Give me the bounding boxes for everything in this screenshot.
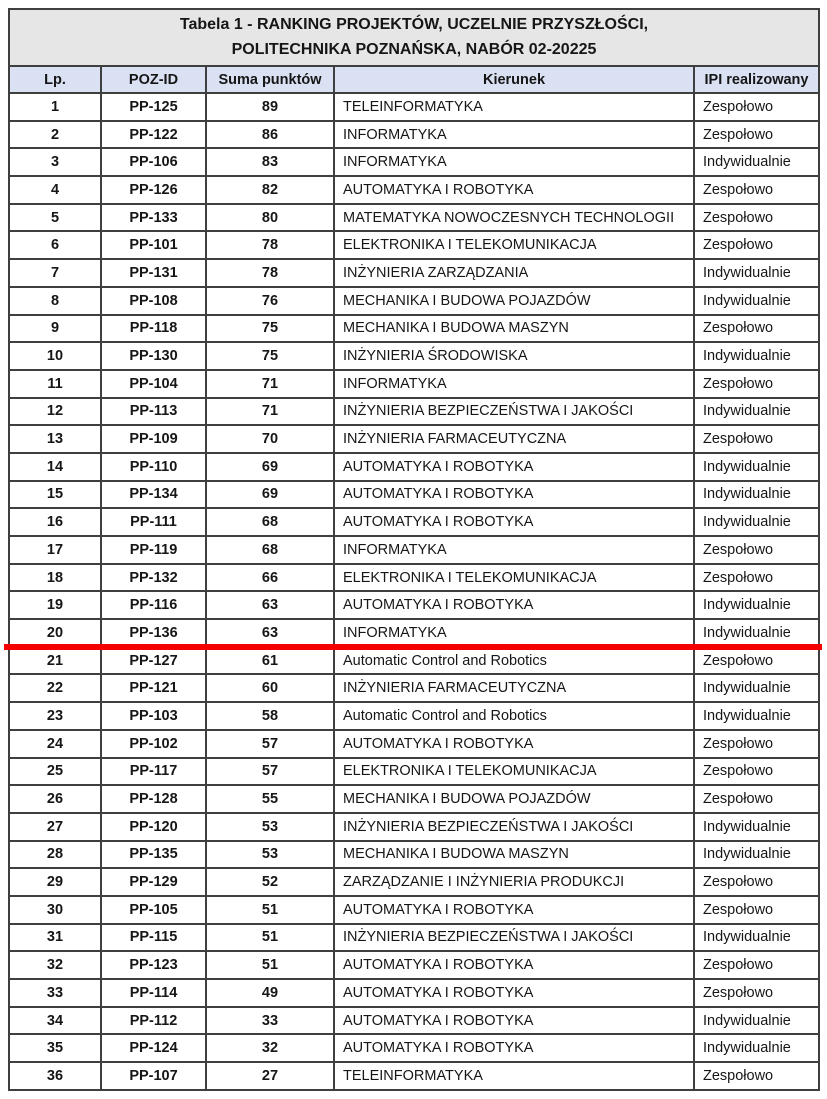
- cell-punkty: 63: [207, 620, 335, 646]
- cell-punkty: 86: [207, 122, 335, 148]
- cell-kierunek: INŻYNIERIA BEZPIECZEŃSTWA I JAKOŚCI: [335, 814, 695, 840]
- table-row: [10, 316, 818, 344]
- cell-punkty: 71: [207, 371, 335, 397]
- cell-poz-id: PP-102: [102, 731, 207, 757]
- table-row: [10, 94, 818, 122]
- cell-lp: 13: [10, 426, 102, 452]
- cell-kierunek: AUTOMATYKA I ROBOTYKA: [335, 1035, 695, 1061]
- cell-poz-id: PP-134: [102, 482, 207, 508]
- cell-lp: 24: [10, 731, 102, 757]
- cell-poz-id: PP-113: [102, 399, 207, 425]
- cell-lp: 1: [10, 94, 102, 120]
- cell-punkty: 80: [207, 205, 335, 231]
- header-poz-id: POZ-ID: [102, 67, 207, 92]
- table-row: [10, 343, 818, 371]
- ranking-table: [8, 8, 820, 1091]
- cell-poz-id: PP-108: [102, 288, 207, 314]
- cell-kierunek: AUTOMATYKA I ROBOTYKA: [335, 592, 695, 618]
- cell-kierunek: AUTOMATYKA I ROBOTYKA: [335, 454, 695, 480]
- cell-kierunek: ELEKTRONIKA I TELEKOMUNIKACJA: [335, 759, 695, 785]
- cell-ipi: Indywidualnie: [703, 707, 791, 724]
- cell-punkty: 51: [207, 925, 335, 951]
- table-row: [10, 980, 818, 1008]
- cell-kierunek: INFORMATYKA: [335, 149, 695, 175]
- cell-poz-id: PP-115: [102, 925, 207, 951]
- cell-kierunek: AUTOMATYKA I ROBOTYKA: [335, 177, 695, 203]
- table-row: [10, 842, 818, 870]
- cell-ipi: Indywidualnie: [703, 1012, 791, 1029]
- cell-ipi: Zespołowo: [703, 1067, 774, 1084]
- cell-poz-id: PP-111: [102, 509, 207, 535]
- cell-lp: 15: [10, 482, 102, 508]
- cell-poz-id: PP-107: [102, 1063, 207, 1089]
- cell-lp: 3: [10, 149, 102, 175]
- cell-lp: 35: [10, 1035, 102, 1061]
- cell-poz-id: PP-104: [102, 371, 207, 397]
- cell-ipi: Indywidualnie: [703, 929, 791, 946]
- cell-ipi: Zespołowo: [703, 874, 774, 891]
- cell-lp: 4: [10, 177, 102, 203]
- cell-kierunek: INŻYNIERIA FARMACEUTYCZNA: [335, 675, 695, 701]
- cell-punkty: 61: [207, 648, 335, 674]
- cell-ipi: Indywidualnie: [703, 403, 791, 420]
- cell-punkty: 63: [207, 592, 335, 618]
- cell-kierunek: INŻYNIERIA BEZPIECZEŃSTWA I JAKOŚCI: [335, 399, 695, 425]
- cell-ipi: Indywidualnie: [703, 818, 791, 835]
- cell-lp: 34: [10, 1008, 102, 1034]
- table-row: [10, 1008, 818, 1036]
- cell-punkty: 75: [207, 316, 335, 342]
- cell-punkty: 32: [207, 1035, 335, 1061]
- cell-kierunek: MECHANIKA I BUDOWA POJAZDÓW: [335, 288, 695, 314]
- cell-punkty: 68: [207, 537, 335, 563]
- cell-kierunek: ZARZĄDZANIE I INŻYNIERIA PRODUKCJI: [335, 869, 695, 895]
- cell-ipi: Zespołowo: [703, 957, 774, 974]
- table-row: [10, 565, 818, 593]
- cell-punkty: 55: [207, 786, 335, 812]
- cell-kierunek: INŻYNIERIA ŚRODOWISKA: [335, 343, 695, 369]
- cell-poz-id: PP-112: [102, 1008, 207, 1034]
- cell-ipi: Indywidualnie: [703, 264, 791, 281]
- cell-punkty: 52: [207, 869, 335, 895]
- cell-kierunek: AUTOMATYKA I ROBOTYKA: [335, 731, 695, 757]
- cell-lp: 26: [10, 786, 102, 812]
- cell-kierunek: MECHANIKA I BUDOWA MASZYN: [335, 842, 695, 868]
- cell-kierunek: TELEINFORMATYKA: [335, 94, 695, 120]
- cell-lp: 23: [10, 703, 102, 729]
- table-row: [10, 1035, 818, 1063]
- table-row: [10, 288, 818, 316]
- table-row: [10, 122, 818, 150]
- table-row: [10, 897, 818, 925]
- cell-punkty: 76: [207, 288, 335, 314]
- cell-lp: 22: [10, 675, 102, 701]
- cell-poz-id: PP-135: [102, 842, 207, 868]
- cell-ipi: Zespołowo: [703, 541, 774, 558]
- cell-lp: 2: [10, 122, 102, 148]
- table-row: [10, 482, 818, 510]
- cell-punkty: 69: [207, 454, 335, 480]
- cell-punkty: 27: [207, 1063, 335, 1089]
- cell-punkty: 71: [207, 399, 335, 425]
- cell-ipi: Zespołowo: [703, 763, 774, 780]
- cell-poz-id: PP-123: [102, 952, 207, 978]
- table-title-line-2: POLITECHNIKA POZNAŃSKA, NABÓR 02-20225: [231, 40, 597, 58]
- cell-ipi: Indywidualnie: [703, 154, 791, 171]
- cell-ipi: Zespołowo: [703, 375, 774, 392]
- table-row: [10, 869, 818, 897]
- cell-punkty: 33: [207, 1008, 335, 1034]
- table-row: [10, 786, 818, 814]
- cell-ipi: Zespołowo: [703, 126, 774, 143]
- cell-kierunek: AUTOMATYKA I ROBOTYKA: [335, 1008, 695, 1034]
- table-row: [10, 648, 818, 676]
- cell-lp: 10: [10, 343, 102, 369]
- cell-poz-id: PP-124: [102, 1035, 207, 1061]
- cell-lp: 5: [10, 205, 102, 231]
- cell-ipi: Indywidualnie: [703, 846, 791, 863]
- cell-lp: 21: [10, 648, 102, 674]
- cell-kierunek: Automatic Control and Robotics: [335, 703, 695, 729]
- cell-poz-id: PP-126: [102, 177, 207, 203]
- cell-punkty: 78: [207, 260, 335, 286]
- cell-kierunek: Automatic Control and Robotics: [335, 648, 695, 674]
- cell-lp: 18: [10, 565, 102, 591]
- cell-punkty: 89: [207, 94, 335, 120]
- table-row: [10, 675, 818, 703]
- cell-punkty: 83: [207, 149, 335, 175]
- table-row: [10, 371, 818, 399]
- table-row: [10, 952, 818, 980]
- cell-punkty: 66: [207, 565, 335, 591]
- cell-poz-id: PP-121: [102, 675, 207, 701]
- table-row: [10, 925, 818, 953]
- table-row: [10, 537, 818, 565]
- cell-poz-id: PP-136: [102, 620, 207, 646]
- cell-ipi: Indywidualnie: [703, 680, 791, 697]
- cell-ipi: Indywidualnie: [703, 486, 791, 503]
- cell-punkty: 57: [207, 731, 335, 757]
- cell-ipi: Zespołowo: [703, 431, 774, 448]
- cell-lp: 16: [10, 509, 102, 535]
- table-row: [10, 205, 818, 233]
- cell-lp: 28: [10, 842, 102, 868]
- cell-kierunek: AUTOMATYKA I ROBOTYKA: [335, 980, 695, 1006]
- table-header-row: [10, 67, 818, 94]
- cell-poz-id: PP-122: [102, 122, 207, 148]
- cell-ipi: Zespołowo: [703, 98, 774, 115]
- cell-punkty: 69: [207, 482, 335, 508]
- cell-poz-id: PP-131: [102, 260, 207, 286]
- cell-ipi: Zespołowo: [703, 901, 774, 918]
- table-row: [10, 814, 818, 842]
- cell-ipi: Zespołowo: [703, 652, 774, 669]
- cell-ipi: Zespołowo: [703, 237, 774, 254]
- cell-punkty: 53: [207, 814, 335, 840]
- cell-lp: 14: [10, 454, 102, 480]
- cell-poz-id: PP-101: [102, 232, 207, 258]
- cell-ipi: Zespołowo: [703, 569, 774, 586]
- cell-ipi: Indywidualnie: [703, 1040, 791, 1057]
- table-row: [10, 759, 818, 787]
- cell-ipi: Zespołowo: [703, 735, 774, 752]
- cell-lp: 8: [10, 288, 102, 314]
- cell-punkty: 82: [207, 177, 335, 203]
- cell-ipi: Indywidualnie: [703, 348, 791, 365]
- table-title-line-1: Tabela 1 - RANKING PROJEKTÓW, UCZELNIE PRZYSZŁOŚCI,: [179, 15, 649, 33]
- cell-kierunek: INFORMATYKA: [335, 371, 695, 397]
- table-row: [10, 592, 818, 620]
- cell-kierunek: MECHANIKA I BUDOWA POJAZDÓW: [335, 786, 695, 812]
- header-kierunek: Kierunek: [335, 67, 695, 92]
- cell-lp: 7: [10, 260, 102, 286]
- cell-punkty: 58: [207, 703, 335, 729]
- cell-kierunek: ELEKTRONIKA I TELEKOMUNIKACJA: [335, 232, 695, 258]
- cell-poz-id: PP-117: [102, 759, 207, 785]
- cell-kierunek: ELEKTRONIKA I TELEKOMUNIKACJA: [335, 565, 695, 591]
- cell-punkty: 57: [207, 759, 335, 785]
- cell-poz-id: PP-133: [102, 205, 207, 231]
- cell-poz-id: PP-127: [102, 648, 207, 674]
- header-lp: Lp.: [10, 67, 102, 92]
- cell-poz-id: PP-103: [102, 703, 207, 729]
- cell-lp: 31: [10, 925, 102, 951]
- cell-poz-id: PP-125: [102, 94, 207, 120]
- cell-lp: 20: [10, 620, 102, 646]
- cell-ipi: Indywidualnie: [703, 292, 791, 309]
- cell-kierunek: INFORMATYKA: [335, 122, 695, 148]
- cell-lp: 32: [10, 952, 102, 978]
- cell-poz-id: PP-114: [102, 980, 207, 1006]
- cell-punkty: 60: [207, 675, 335, 701]
- cell-poz-id: PP-110: [102, 454, 207, 480]
- cell-lp: 33: [10, 980, 102, 1006]
- cell-ipi: Zespołowo: [703, 181, 774, 198]
- cell-poz-id: PP-116: [102, 592, 207, 618]
- cell-ipi: Zespołowo: [703, 791, 774, 808]
- cell-kierunek: INFORMATYKA: [335, 537, 695, 563]
- cell-poz-id: PP-128: [102, 786, 207, 812]
- cell-lp: 19: [10, 592, 102, 618]
- cell-punkty: 68: [207, 509, 335, 535]
- cell-poz-id: PP-105: [102, 897, 207, 923]
- cell-kierunek: AUTOMATYKA I ROBOTYKA: [335, 952, 695, 978]
- cell-kierunek: AUTOMATYKA I ROBOTYKA: [335, 482, 695, 508]
- table-row: [10, 232, 818, 260]
- cell-ipi: Zespołowo: [703, 320, 774, 337]
- cell-punkty: 51: [207, 897, 335, 923]
- cell-poz-id: PP-132: [102, 565, 207, 591]
- cell-poz-id: PP-118: [102, 316, 207, 342]
- cell-lp: 27: [10, 814, 102, 840]
- cell-punkty: 70: [207, 426, 335, 452]
- table-row: [10, 731, 818, 759]
- table-row: [10, 177, 818, 205]
- cell-lp: 29: [10, 869, 102, 895]
- table-row: [10, 509, 818, 537]
- cell-poz-id: PP-106: [102, 149, 207, 175]
- cell-kierunek: MATEMATYKA NOWOCZESNYCH TECHNOLOGII: [335, 205, 695, 231]
- cell-punkty: 78: [207, 232, 335, 258]
- cell-kierunek: MECHANIKA I BUDOWA MASZYN: [335, 316, 695, 342]
- cell-ipi: Indywidualnie: [703, 458, 791, 475]
- header-ipi-realizowany: IPI realizowany: [704, 71, 809, 88]
- cell-punkty: 49: [207, 980, 335, 1006]
- cell-lp: 17: [10, 537, 102, 563]
- cell-lp: 11: [10, 371, 102, 397]
- table-row: [10, 454, 818, 482]
- header-suma-punktow: Suma punktów: [207, 67, 335, 92]
- cell-ipi: Indywidualnie: [703, 514, 791, 531]
- cell-punkty: 75: [207, 343, 335, 369]
- cell-kierunek: AUTOMATYKA I ROBOTYKA: [335, 509, 695, 535]
- table-row: [10, 703, 818, 731]
- cell-lp: 9: [10, 316, 102, 342]
- cell-lp: 6: [10, 232, 102, 258]
- cell-ipi: Indywidualnie: [703, 624, 791, 641]
- cell-lp: 30: [10, 897, 102, 923]
- cell-kierunek: INŻYNIERIA ZARZĄDZANIA: [335, 260, 695, 286]
- cell-kierunek: AUTOMATYKA I ROBOTYKA: [335, 897, 695, 923]
- cell-ipi: Indywidualnie: [703, 597, 791, 614]
- table-row: [10, 426, 818, 454]
- table-body: [10, 94, 818, 1089]
- table-row: [10, 399, 818, 427]
- cell-ipi: Zespołowo: [703, 209, 774, 226]
- cell-lp: 25: [10, 759, 102, 785]
- cell-kierunek: TELEINFORMATYKA: [335, 1063, 695, 1089]
- table-row: [10, 260, 818, 288]
- table-row: [10, 1063, 818, 1089]
- cell-poz-id: PP-109: [102, 426, 207, 452]
- cell-poz-id: PP-130: [102, 343, 207, 369]
- cell-kierunek: INŻYNIERIA FARMACEUTYCZNA: [335, 426, 695, 452]
- cell-lp: 12: [10, 399, 102, 425]
- cell-poz-id: PP-129: [102, 869, 207, 895]
- cell-poz-id: PP-119: [102, 537, 207, 563]
- cell-poz-id: PP-120: [102, 814, 207, 840]
- cell-lp: 36: [10, 1063, 102, 1089]
- table-row: [10, 149, 818, 177]
- cell-ipi: Zespołowo: [703, 984, 774, 1001]
- cutoff-red-line-bar: [4, 644, 822, 650]
- cell-kierunek: INŻYNIERIA BEZPIECZEŃSTWA I JAKOŚCI: [335, 925, 695, 951]
- cell-kierunek: INFORMATYKA: [335, 620, 695, 646]
- cell-punkty: 53: [207, 842, 335, 868]
- cell-punkty: 51: [207, 952, 335, 978]
- table-title: [10, 10, 818, 67]
